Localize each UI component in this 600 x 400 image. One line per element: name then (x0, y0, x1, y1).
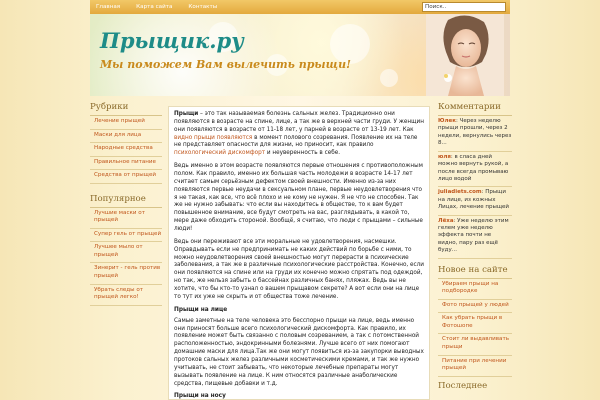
comment-author[interactable]: Лёха (438, 217, 454, 224)
popular-item[interactable]: Убрать следы от прыщей легко! (90, 285, 162, 306)
comment-text: : Через неделю прыщи прошли, через 2 недели, вернулись через 8... (438, 118, 512, 147)
paragraph: Самые заметные на теле человека это бесспорно прыщи на лице, ведь именно они приносят больше всего психологический дискомфорта. Как правило, их появление может быть связанно с половым созреванием, а так с потомственной расположенностью, эндокринными болезнями. Лучше всего от них помогают домашние маски для лица.Так же они могут появиться из-за закупорки выводных протоков сальных желез различными косметическими кремами, и так же нужно учитывать, не стоит забывать, что некоторые лечебные препараты могут вызывать появление на лице. К ним относятся различные анаболические средства, пищевые добавки и т.д. (174, 317, 424, 387)
comments-heading: Комментарии (438, 102, 501, 112)
comment-item (438, 116, 512, 152)
rubric-item[interactable]: Маски для лица (90, 130, 162, 144)
new-item[interactable]: Фото прыщей у людей (438, 300, 512, 314)
text-span: и неуверенность в себе. (265, 150, 341, 157)
comment-text: : в сласа дней можно вернуть рукой, а после всегда промываю лицо водой (438, 153, 509, 182)
rubric-item[interactable]: Средства от прыщей (90, 170, 162, 184)
paragraph: Ведь они переживают все эти моральные не удовлетворения, насмешки. Оправдывать если не предпринимать не каких действий по борьбе с ними, то можно неудовлетворения своей внешностью могут перерасти в психические заболевания, а так же в различные психологические расстройства. Конечно, если они появляются на спине или на груди их конечно можно спрятать под одеждой, но так, же нельзя забыть о бассейнах различных банях, пляжах. Ведь вы не хотите, что бы кто-то узнал о вашем прыщавом секрете? А вот если они на лице то тут их уже не скрыть и от общества тоже лечение. (174, 238, 424, 300)
site-slogan: Мы поможем Вам вылечить прыщи! (100, 58, 351, 71)
new-item[interactable]: Стоит ли выдавливать прыщи (438, 334, 512, 355)
decor-bubble (380, 69, 398, 87)
rubrics-heading: Рубрики (90, 102, 129, 112)
popular-item[interactable]: Зинерит - гель против прыщей (90, 263, 162, 284)
section-subheading: Прыщи на носу (174, 393, 226, 400)
rubric-item[interactable]: Правильное питание (90, 157, 162, 171)
nav-home[interactable]: Главная (96, 4, 121, 10)
popular-heading: Популярное (90, 193, 146, 204)
woman-face-image (426, 14, 504, 96)
term-pimples: Прыщи (174, 111, 199, 117)
section-subheading: Прыщи на лице (174, 306, 228, 313)
comment-text: : Прыщи на лице, из кожных Лицах, лечение прыщей (438, 189, 509, 211)
site-header (90, 14, 510, 96)
rubric-item[interactable]: Лечение прыщей (90, 116, 162, 130)
popular-list (90, 207, 162, 306)
site-title[interactable]: Прыщик.ру (100, 28, 244, 53)
popular-item[interactable]: Супер гель от прыщей (90, 229, 162, 243)
comment-item (438, 187, 512, 215)
left-sidebar (90, 98, 162, 306)
new-item[interactable]: Как убрать прыщи в Фотошопе (438, 313, 512, 334)
new-item[interactable]: Питание при лечении прыщей (438, 356, 512, 377)
rubrics-list (90, 115, 162, 184)
comment-item (438, 152, 512, 188)
text-span: – это так называемая болезнь сальных желез. Традиционно они появляются в возрасте на спине, лице, а так же в верхней части груди. У женщин они появляются в возрасте от 11-18 лет, у парней в возрасте от 13-19 лет. Как (174, 111, 424, 133)
new-on-site-heading: Новое на сайте (438, 264, 508, 275)
nav-contacts[interactable]: Контакты (188, 4, 218, 10)
inline-link[interactable]: прыщи появляются (194, 134, 253, 141)
comment-author[interactable]: юля (438, 153, 451, 160)
comment-author[interactable]: juliadiets.com (438, 189, 482, 196)
inline-link[interactable]: видно (174, 134, 193, 141)
new-item[interactable]: Убираем прыщи на подбородке (438, 279, 512, 300)
rubric-item[interactable]: Народные средства (90, 143, 162, 157)
nav-sitemap[interactable]: Карта сайта (136, 4, 173, 10)
paragraph: Ведь именно в этом возрасте появляются первые отношения с противоположным полом. Как правило, именно их большая часть молодежи в возрасте 14-17 лет считает самым серьёзным дефектом своей внешности. Именно из-за них появляются первые неудачи в сексуальном плане, первые неудовлетворения что я не такая, как все, что всё плохо и не кому не нужен. Я не что не способен. Так же не нужно забывать: что если вы находитесь в обществе, то к вам будет повышенное внимание, все будут смотреть на вас, разглядывать, в какой то, мере даже обходить стороной. Вообщё, я считаю, что люди с прыщами – сильные люди! (174, 163, 423, 233)
search-input[interactable]: Поиск.. (422, 2, 506, 12)
comment-author[interactable]: Юлек (438, 118, 456, 124)
text-span: в момент полового созревания. Появление их на теле не представляет опасности для жизни, но приносит, как правило (174, 134, 418, 149)
article-content (168, 106, 430, 400)
paragraph (174, 111, 424, 158)
inline-link[interactable]: психологический дискомфорт (174, 150, 266, 157)
latest-heading: Последнее (438, 380, 488, 391)
comments-list (438, 115, 512, 259)
right-sidebar (438, 98, 512, 394)
popular-item[interactable]: Лучшие маски от прыщей (90, 208, 162, 229)
popular-item[interactable]: Лучшее мыло от прыщей (90, 242, 162, 263)
comment-text: : Уже неделю этим гелем уже неделю эффекта почти не видно, пару раз ещё буду... (438, 217, 509, 254)
new-on-site-list (438, 278, 512, 377)
comment-item (438, 216, 512, 259)
